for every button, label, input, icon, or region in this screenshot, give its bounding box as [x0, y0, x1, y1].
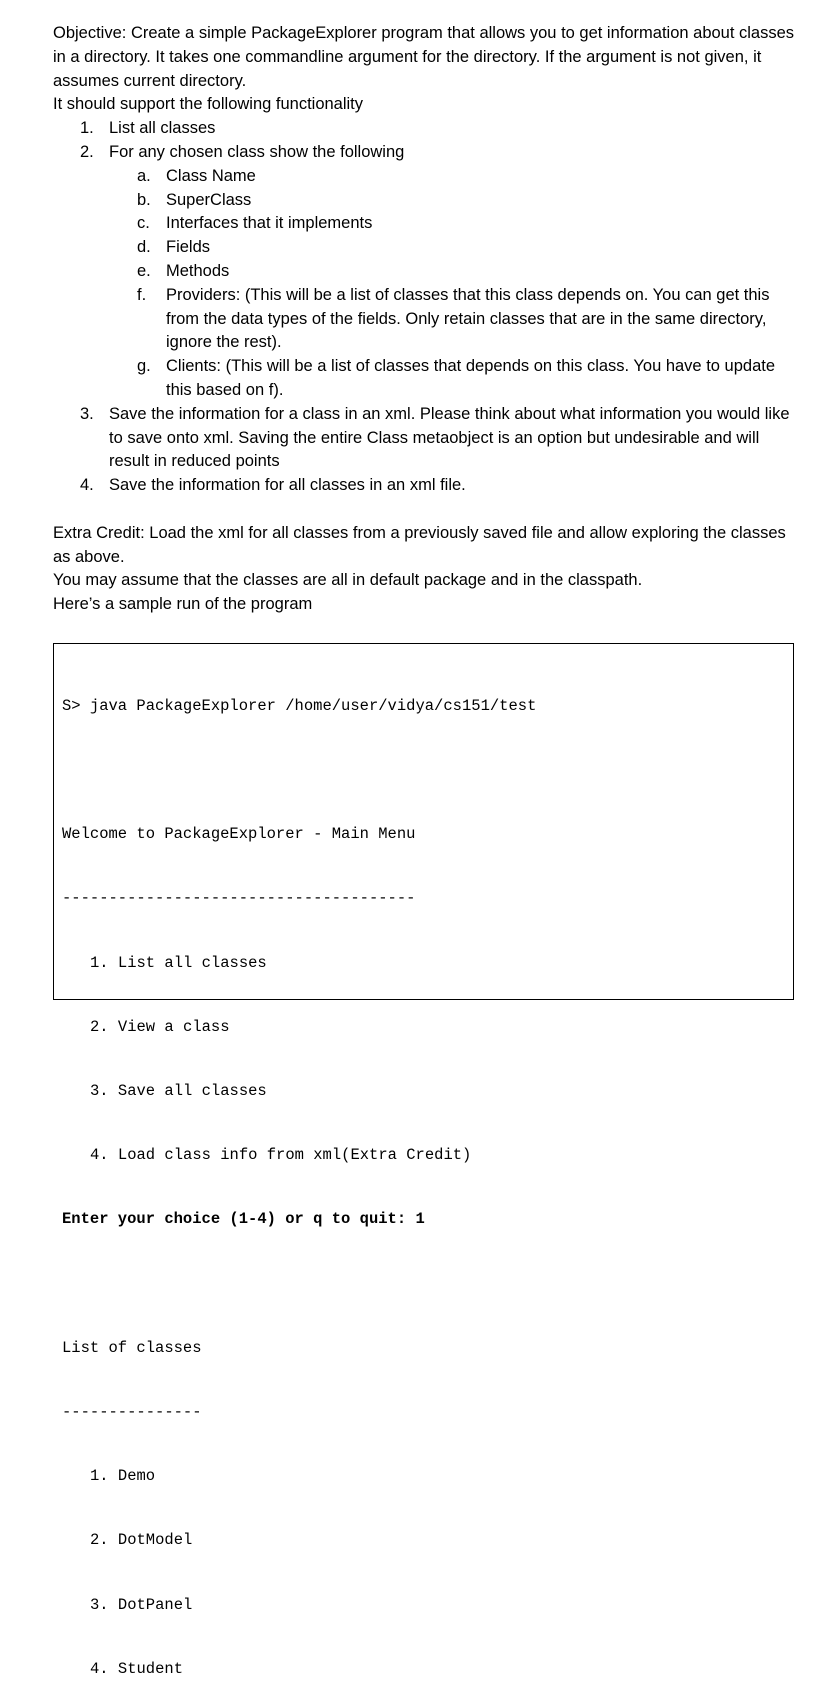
console-class-item: 3. DotPanel [90, 1595, 193, 1614]
sublist-item-text: Interfaces that it implements [166, 214, 373, 233]
sample-run-intro: Here’s a sample run of the program [53, 595, 313, 614]
console-prompt: Enter your choice (1-4) or q to quit: 1 [62, 1210, 425, 1229]
extra-credit-paragraph: Extra Credit: Load the xml for all classes from a previously saved file and allow exploring the classes as above. [53, 523, 786, 566]
assignment-document [53, 22, 798, 617]
sublist-letter: g. [137, 357, 151, 376]
sublist-item-text: Providers: (This will be a list of classes that this class depends on. You can get this from the data types of the fields. Only retain classes that are in the same directory, ignore the rest). [166, 285, 770, 352]
console-class-item: 4. Student [90, 1659, 184, 1678]
console-menu-item: 2. View a class [90, 1017, 230, 1036]
sublist-item [109, 165, 798, 189]
sublist-letter: d. [137, 238, 151, 257]
sublist-item-text: Methods [166, 261, 230, 280]
sublist-item-text: Class Name [166, 166, 256, 185]
list-item-text: For any chosen class show the following [109, 142, 405, 161]
console-menu-item: 4. Load class info from xml(Extra Credit) [90, 1146, 472, 1165]
sublist-item [109, 212, 798, 236]
console-command: S> java PackageExplorer /home/user/vidya/cs151/test [62, 696, 537, 715]
list-item-text: Save the information for all classes in an xml file. [109, 476, 466, 495]
list-number: 1. [80, 119, 94, 138]
list-number: 3. [80, 404, 94, 423]
console-menu-item: 1. List all classes [90, 953, 267, 972]
console-blank [62, 760, 793, 781]
console-menu-item: 3. Save all classes [90, 1082, 267, 1101]
sublist-item-text: SuperClass [166, 190, 252, 209]
list-item [53, 141, 798, 403]
class-info-sublist [109, 165, 798, 403]
paragraph-gap [53, 498, 798, 522]
console-blank [62, 1274, 793, 1295]
console-list-title: List of classes [62, 1338, 202, 1357]
sublist-letter: c. [137, 214, 150, 233]
functionality-list [53, 117, 798, 498]
sublist-item-text: Fields [166, 238, 211, 257]
list-item-text: Save the information for a class in an xml. Please think about what information you would like to save onto xml. Saving the entire Class metaobject is an option but undesirable and will result in reduced points [109, 404, 790, 471]
sample-run-console [53, 643, 794, 1678]
sublist-item [109, 260, 798, 284]
list-item [53, 403, 798, 474]
functionality-heading: It should support the following functionality [53, 95, 364, 114]
sublist-letter: f. [137, 285, 147, 304]
sublist-letter: b. [137, 190, 151, 209]
list-number: 4. [80, 476, 94, 495]
sublist-item [109, 284, 798, 355]
console-class-item: 2. DotModel [90, 1531, 193, 1550]
console-class-item: 1. Demo [90, 1467, 156, 1486]
list-item-text: List all classes [109, 119, 216, 138]
list-item [53, 474, 798, 498]
list-item [53, 117, 798, 141]
console-welcome: Welcome to PackageExplorer - Main Menu [62, 825, 416, 844]
console-divider: -------------------------------------- [62, 889, 416, 908]
console-divider: --------------- [62, 1403, 202, 1422]
sublist-letter: a. [137, 166, 151, 185]
list-number: 2. [80, 142, 94, 161]
sublist-item [109, 189, 798, 213]
sublist-item [109, 236, 798, 260]
assumption-paragraph: You may assume that the classes are all in default package and in the classpath. [53, 571, 643, 590]
sublist-letter: e. [137, 261, 151, 280]
objective-paragraph: Objective: Create a simple PackageExplorer program that allows you to get information about classes in a directory. It takes one commandline argument for the directory. If the argument is not given, it assumes current directory. [53, 24, 795, 90]
sublist-item [109, 355, 798, 403]
sublist-item-text: Clients: (This will be a list of classes that depends on this class. You have to update this based on f). [166, 357, 776, 399]
